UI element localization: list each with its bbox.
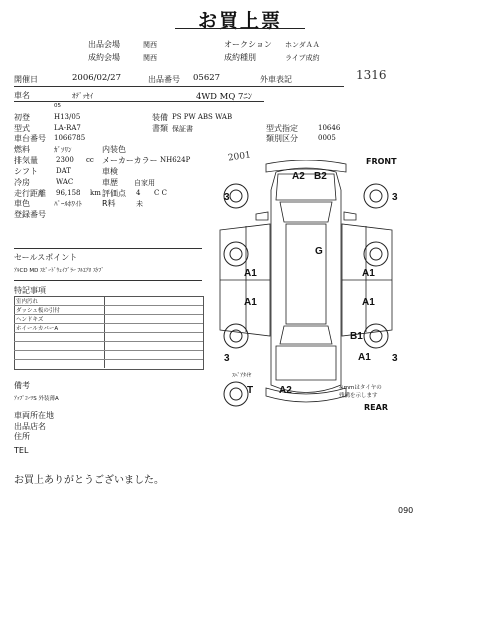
rating-sub: C C — [154, 189, 167, 197]
lot-label: 出品番号 — [148, 75, 180, 84]
interior-label: 内装色 — [102, 145, 126, 154]
mark-right-rear-a1: A1 — [362, 297, 375, 308]
page-code: 090 — [398, 506, 414, 515]
date-label: 開催日 — [14, 75, 38, 84]
shift-value: DAT — [56, 167, 71, 175]
displacement-unit: cc — [86, 156, 94, 164]
tire-depth-front-right: 3 — [392, 192, 398, 203]
tire-depth-rear-left: 3 — [224, 353, 230, 364]
mark-right-lower-a1: A1 — [358, 352, 371, 363]
notes-row: ダッシュ板の引付 — [16, 308, 60, 314]
exterior-label: 外車表記 — [260, 75, 292, 84]
tire-note-line2: 残溝を示します — [339, 393, 378, 399]
mark-rear-a2: A2 — [279, 385, 292, 396]
car-name-label: 車名 — [14, 91, 30, 100]
category-value: 0005 — [318, 134, 336, 142]
vehicle-check-label: 車検 — [102, 167, 118, 176]
chassis-value: 1066785 — [54, 134, 86, 142]
contract-venue-label: 成約会場 — [88, 53, 120, 62]
sales-rule-top — [14, 248, 202, 249]
mark-right-b1: B1 — [350, 331, 363, 342]
type-designation-label: 型式指定 — [266, 124, 298, 133]
mileage-value: 96,158 — [56, 189, 81, 197]
notes-row: ヘンドキズ — [16, 317, 44, 323]
docs-value: 保証書 — [172, 125, 193, 133]
ac-value: WAC — [56, 178, 74, 186]
mark-roof-g: G — [315, 246, 323, 257]
sales-rule-bottom — [14, 280, 202, 281]
rear-label: REAR — [364, 403, 388, 412]
type-designation-value: 10646 — [318, 124, 341, 132]
grade-value: 4WD MQ 7ﾆﾝ — [196, 92, 252, 102]
sales-text: ｱﾙCD MD ｽﾋﾟｰﾄﾞｳｪｲﾌﾞﾗｰ ﾌﾙｴｱﾛ ｽｹﾌﾞ — [14, 268, 105, 274]
address-label: 住所 — [14, 432, 30, 441]
remarks-label: 備考 — [14, 381, 30, 390]
chassis-label: 車台番号 — [14, 134, 46, 143]
document-title: お買上票 — [197, 10, 282, 32]
notes-row: 室内汚れ — [16, 299, 39, 305]
mark-front-a2: A2 — [292, 171, 305, 182]
mark-spare-t: T — [247, 385, 254, 396]
notes-row-line — [14, 359, 203, 360]
front-label: FRONT — [366, 157, 397, 166]
notes-row-line — [14, 332, 203, 333]
thanks-message: お買上ありがとうございました。 — [14, 475, 164, 486]
recycle-label: R料 — [102, 199, 116, 208]
rating-value: 4 — [136, 189, 141, 197]
maker-color-label: メーカーカラー — [102, 156, 158, 165]
mark-left-rear-a1: A1 — [244, 297, 257, 308]
mileage-label: 走行距離 — [14, 189, 46, 198]
color-value: ﾊﾟｰﾙﾎﾜｲﾄ — [54, 200, 82, 208]
category-label: 類別区分 — [266, 134, 298, 143]
car-name-value: ｵﾃﾞｯｾｲ — [72, 92, 93, 100]
spec-code: 05 — [54, 103, 61, 109]
model-label: 型式 — [14, 124, 30, 133]
first-reg-value: H13/05 — [54, 113, 81, 121]
ac-label: 冷房 — [14, 178, 30, 187]
recycle-value: 未 — [136, 200, 143, 208]
first-reg-label: 初登 — [14, 113, 30, 122]
car-name-rule — [14, 101, 264, 102]
mark-right-front-a1: A1 — [362, 268, 375, 279]
spare-tire-label: ｽﾍﾟｱﾀｲﾔ — [232, 373, 252, 379]
displacement-value: 2300 — [56, 156, 74, 164]
store-label: 出品店名 — [14, 422, 46, 431]
displacement-label: 排気量 — [14, 156, 38, 165]
body-type-value: 自家用 — [134, 179, 155, 187]
handwritten-year: 2001 — [227, 150, 252, 164]
tire-depth-front-left: 3 — [224, 192, 230, 203]
fuel-label: 燃料 — [14, 145, 30, 154]
notes-label: 特記事項 — [14, 286, 46, 295]
equip-value: PS PW ABS WAB — [172, 113, 233, 121]
color-label: 車色 — [14, 199, 30, 208]
mark-front-b2: B2 — [314, 171, 327, 182]
equip-label: 装備 — [152, 113, 168, 122]
venue-value: 関西 — [143, 41, 157, 49]
contract-type-value: ライブ成約 — [285, 54, 320, 62]
mileage-unit: km — [90, 189, 101, 197]
header-rule — [14, 86, 344, 87]
docs-label: 書類 — [152, 124, 168, 133]
mark-left-front-a1: A1 — [244, 268, 257, 279]
auction-value: ホンダＡＡ — [285, 41, 320, 49]
rating-label: 評価点 — [102, 189, 126, 198]
venue-label: 出品会場 — [88, 40, 120, 49]
remarks-text: ｱｯﾌﾟｺｰﾂS 外装薄A — [14, 396, 59, 402]
notes-row-line — [14, 350, 203, 351]
fuel-value: ｶﾞｿﾘﾝ — [54, 146, 72, 154]
reg-number-label: 登録番号 — [14, 210, 46, 219]
tel-label: TEL — [14, 446, 29, 455]
auction-label: オークション — [224, 40, 272, 49]
sales-label: セールスポイント — [14, 253, 78, 262]
lot-value: 05627 — [193, 73, 221, 83]
tire-note-line1: ※mmはタイヤの — [339, 385, 382, 391]
notes-row-line — [14, 341, 203, 342]
model-value: LA-RA7 — [54, 124, 81, 132]
notes-row: ホイールカバーA — [16, 326, 59, 332]
location-label: 車両所在地 — [14, 411, 54, 420]
title-underline — [175, 28, 305, 29]
handwritten-number: 1316 — [356, 68, 387, 82]
shift-label: シフト — [14, 167, 38, 176]
tire-depth-rear-right: 3 — [392, 353, 398, 364]
maker-color-value: NH624P — [160, 156, 191, 164]
date-value: 2006/02/27 — [72, 73, 121, 83]
contract-venue-value: 関西 — [143, 54, 157, 62]
contract-type-label: 成約種別 — [224, 53, 256, 62]
body-type-label: 車歴 — [102, 178, 118, 187]
